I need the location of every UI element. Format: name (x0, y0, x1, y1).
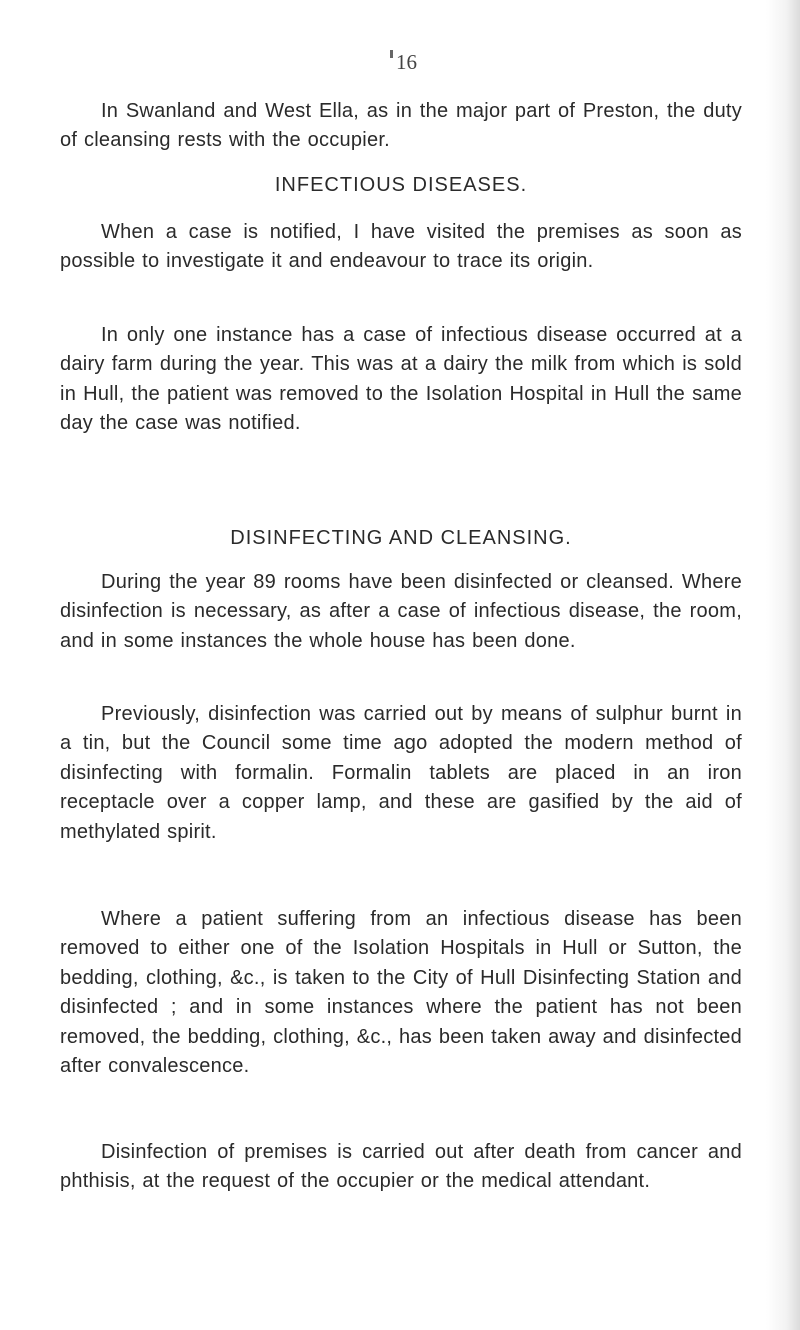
disinfecting-paragraph-1: During the year 89 rooms have been disinfected or cleansed. Where disinfection is necessary, as after a case of infectious disease, the room, and in some instances the whole house has been done. (60, 571, 742, 652)
disinfecting-heading: DISINFECTING AND CLEANSING. (230, 527, 572, 549)
disinfecting-paragraph-3: Where a patient suffering from an infectious disease has been removed to either one of the Isolation Hospitals in Hull or Sutton, the bedding, clothing, &c., is taken to the City of Hull Disinfecting Station and disinfected ; and in some instances where the patient has not been removed, the bedding, clothing, &c., has been taken away and disinfected after convalescence. (60, 908, 742, 1078)
page-edge-shadow (766, 0, 800, 1330)
infectious-diseases-heading: INFECTIOUS DISEASES. (274, 174, 528, 196)
disinfecting-paragraph-4: Disinfection of premises is carried out after death from cancer and phthisis, at the request of the occupier or the medical attendant. (60, 1141, 742, 1193)
page-number: 16 (396, 50, 417, 74)
page-number-mark (390, 50, 393, 58)
disinfecting-paragraph-2: Previously, disinfection was carried out by means of sulphur burnt in a tin, but the Council some time ago adopted the modern method of disinfecting with formalin. Formalin tablets are placed in an iron receptacle over a copper lamp, and these are gasified by the aid of methylated spirit. (60, 703, 742, 843)
infectious-paragraph-1: When a case is notified, I have visited the premises as soon as possible to investigate it and endeavour to trace its origin. (60, 221, 742, 273)
intro-paragraph: In Swanland and West Ella, as in the major part of Preston, the duty of cleansing rests with the occupier. (60, 100, 742, 152)
infectious-paragraph-2: In only one instance has a case of infectious disease occurred at a dairy farm during the year. This was at a dairy the milk from which is sold in Hull, the patient was removed to the Isolation Hospital in Hull the same day the case was notified. (60, 324, 742, 435)
